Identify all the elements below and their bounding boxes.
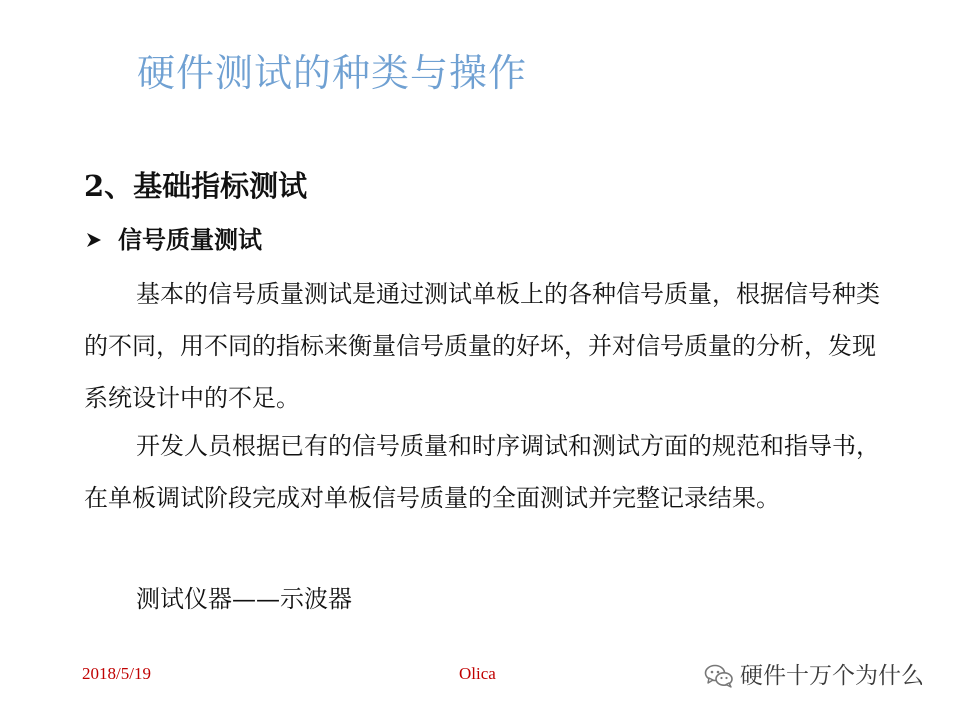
body-paragraph-3: 测试仪器——示波器	[136, 585, 352, 613]
section-heading: 2、基础指标测试	[84, 169, 308, 203]
body-paragraph-1: 基本的信号质量测试是通过测试单板上的各种信号质量，根据信号种类的不同，用不同的指标来衡量信号质量的好坏，并对信号质量的分析，发现系统设计中的不足。	[84, 280, 880, 412]
footer-date: 2018/5/19	[82, 664, 151, 683]
bullet-label: 信号质量测试	[118, 225, 262, 254]
wechat-icon	[704, 663, 734, 689]
slide-title: 硬件测试的种类与操作	[137, 51, 528, 95]
bullet-item	[84, 222, 262, 258]
footer-author: Olica	[459, 664, 496, 683]
watermark	[704, 660, 924, 692]
watermark-text: 硬件十万个为什么	[740, 663, 924, 689]
arrowhead-bullet-icon	[84, 230, 104, 250]
body-paragraph-2: 开发人员根据已有的信号质量和时序调试和测试方面的规范和指导书，在单板调试阶段完成对单板信号质量的全面测试并完整记录结果。	[84, 432, 880, 512]
